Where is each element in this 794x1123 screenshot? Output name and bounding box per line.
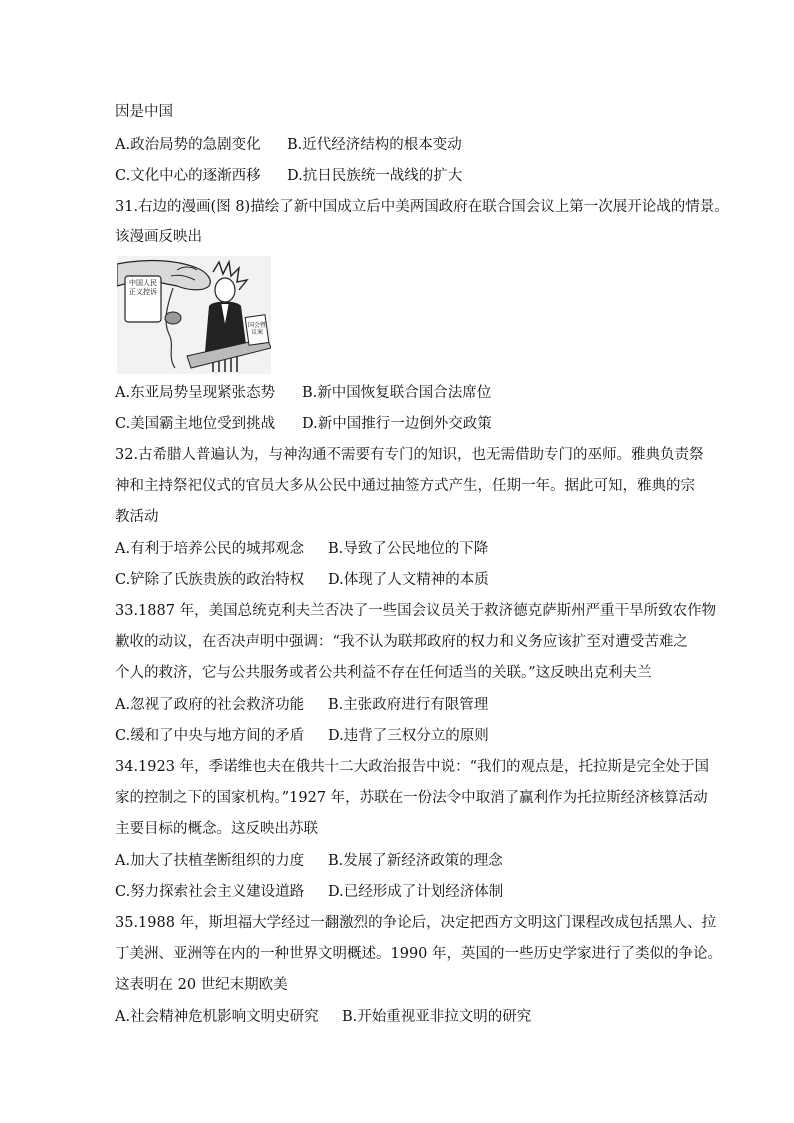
q30-stem-tail: 因是中国 bbox=[115, 104, 173, 120]
q32-option-a: A.有利于培养公民的城邦观念 bbox=[115, 541, 305, 557]
q30-option-d: D.抗日民族统一战线的扩大 bbox=[287, 168, 463, 184]
q35-stem-line-3: 这表明在 20 世纪末期欧美 bbox=[115, 977, 288, 993]
q31-option-c: C.美国霸主地位受到挑战 bbox=[115, 416, 276, 432]
q31-option-d: D.新中国推行一边倒外交政策 bbox=[302, 416, 492, 432]
q35-stem-line-2: 丁美洲、亚洲等在内的一种世界文明概述。1990 年，英国的一些历史学家进行了类似的争论。 bbox=[115, 946, 723, 962]
q33-stem-line-2: 歉收的动议，在否决声明中强调：“我不认为联邦政府的权力和义务应该扩至对遭受苦难之 bbox=[115, 634, 688, 650]
q32-stem-line-3: 教活动 bbox=[115, 509, 159, 525]
q34-option-a: A.加大了扶植垄断组织的力度 bbox=[115, 853, 305, 869]
q30-option-a: A.政治局势的急剧变化 bbox=[115, 137, 261, 153]
q34-option-d: D.已经形成了计划经济体制 bbox=[328, 884, 504, 900]
q32-option-d: D.体现了人文精神的本质 bbox=[328, 572, 489, 588]
q30-option-c: C.文化中心的逐渐西移 bbox=[115, 168, 261, 184]
q34-stem-line-3: 主要目标的概念。这反映出苏联 bbox=[115, 821, 318, 837]
q35-option-a: A.社会精神危机影响文明史研究 bbox=[115, 1009, 319, 1025]
q35-stem-line-1: 35.1988 年，斯坦福大学经过一翻激烈的争论后，决定把西方文明这门课程改成包括黑人、拉 bbox=[115, 915, 717, 931]
q33-option-d: D.违背了三权分立的原则 bbox=[328, 728, 489, 744]
q32-stem-line-2: 神和主持祭祀仪式的官员大多从公民中通过抽签方式产生，任期一年。据此可知，雅典的宗 bbox=[115, 478, 695, 494]
cartoon-scroll-label: 中国人民正义控诉 bbox=[129, 279, 157, 296]
q34-option-c: C.努力探索社会主义建设道路 bbox=[115, 884, 305, 900]
q33-option-b: B.主张政府进行有限管理 bbox=[328, 697, 489, 713]
q33-stem-line-1: 33.1887 年，美国总统克利夫兰否决了一些国会议员关于救济德克萨斯州严重干旱所致农作物 bbox=[115, 603, 717, 619]
cartoon-book-label: 国会暨议案 bbox=[248, 322, 267, 336]
q32-option-c: C.铲除了氏族贵族的政治特权 bbox=[115, 572, 305, 588]
q31-cartoon-figure bbox=[117, 256, 271, 374]
q34-stem-line-1: 34.1923 年，季诺维也夫在俄共十二大政治报告中说：“我们的观点是，托拉斯是完全处于国 bbox=[115, 759, 709, 775]
q32-stem-line-1: 32.古希腊人普遍认为，与神沟通不需要有专门的知识，也无需借助专门的巫师。雅典负责祭 bbox=[115, 447, 704, 463]
q31-stem-line-1: 31.右边的漫画(图 8)描绘了新中国成立后中美两国政府在联合国会议上第一次展开论战的情景。 bbox=[115, 199, 729, 215]
q33-option-a: A.忽视了政府的社会救济功能 bbox=[115, 697, 305, 713]
q34-stem-line-2: 家的控制之下的国家机构。”1927 年，苏联在一份法令中取消了赢利作为托拉斯经济核算活动 bbox=[115, 790, 708, 806]
q31-stem-line-2: 该漫画反映出 bbox=[115, 229, 202, 245]
q34-option-b: B.发展了新经济政策的理念 bbox=[328, 853, 503, 869]
q33-stem-line-3: 个人的救济，它与公共服务或者公共利益不存在任何适当的关联。”这反映出克利夫兰 bbox=[115, 665, 652, 681]
q30-option-b: B.近代经济结构的根本变动 bbox=[287, 137, 462, 153]
q35-option-b: B.开始重视亚非拉文明的研究 bbox=[342, 1009, 532, 1025]
q33-option-c: C.缓和了中央与地方间的矛盾 bbox=[115, 728, 305, 744]
q31-option-b: B.新中国恢复联合国合法席位 bbox=[302, 385, 492, 401]
q31-option-a: A.东亚局势呈现紧张态势 bbox=[115, 385, 276, 401]
q32-option-b: B.导致了公民地位的下降 bbox=[328, 541, 489, 557]
cartoon-illustration bbox=[117, 256, 271, 374]
